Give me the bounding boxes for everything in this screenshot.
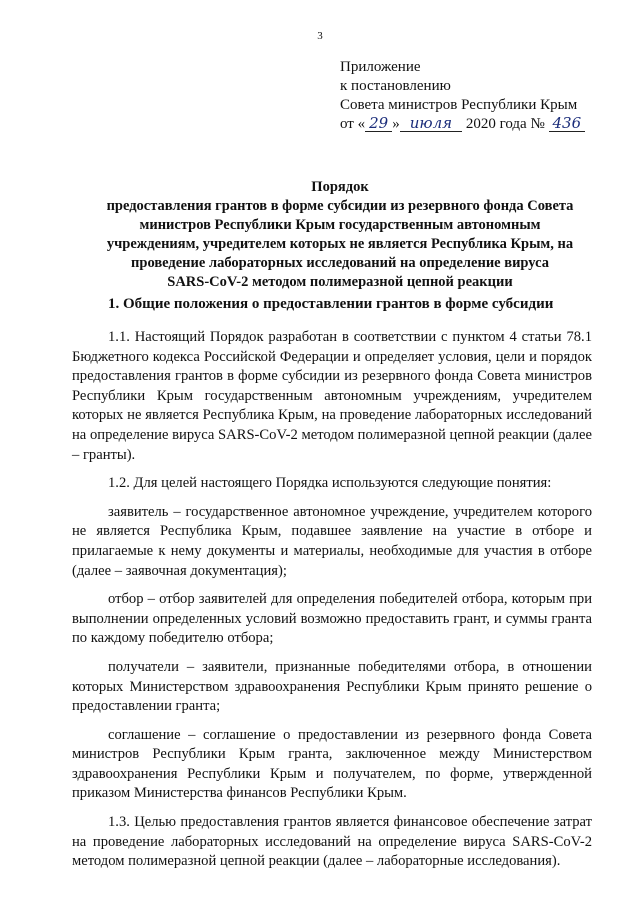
appendix-line-3: Совета министров Республики Крым	[340, 97, 578, 113]
appendix-block	[340, 58, 585, 134]
paragraph-1-3: 1.3. Целью предоставления грантов является финансовое обеспечение затрат на проведение лабораторных исследований на определение вируса SARS-CoV-2 методом полимеразной цепной реакции (далее – лабораторные исследования).	[72, 814, 592, 870]
section-heading: 1. Общие положения о предоставлении грантов в форме субсидии	[108, 296, 554, 312]
date-month: июля	[400, 116, 462, 132]
resolution-number: 436	[549, 116, 586, 132]
title-line-6: SARS-CoV-2 методом полимеразной цепной реакции	[167, 274, 513, 290]
definition-recipients: получатели – заявители, признанные победителями отбора, в отношении которых Министерством здравоохранения Республики Крым принято решение о предоставлении гранта;	[72, 658, 592, 715]
appendix-date-line	[340, 115, 585, 134]
title-line-5: проведение лабораторных исследований на определение вируса	[131, 255, 549, 271]
appendix-line-2: к постановлению	[340, 78, 451, 94]
page-number: 3	[317, 30, 323, 42]
title-line-4: учреждениям, учредителем которых не является Республика Крым, на	[106, 236, 574, 252]
definition-selection: отбор – отбор заявителей для определения победителей отбора, которым при выполнении определенных условий возможно предоставить грант, и суммы гранта по каждому победителю отбора;	[72, 591, 592, 647]
body-text	[72, 328, 592, 881]
date-year: 2020 года №	[465, 116, 545, 132]
title-line-3: министров Республики Крым государственным автономным	[139, 217, 541, 233]
definition-agreement: соглашение – соглашение о предоставлении из резервного фонда Совета министров Республики Крым гранта, заключенное между Министерством здравоохранения Республики Крым и получателем, по форме, утвержденной приказом Министерства финансов Республики Крым.	[72, 726, 592, 802]
definition-applicant: заявитель – государственное автономное учреждение, учредителем которого не является Республика Крым, подавшее заявление на участие в отборе и прилагаемые к нему документы и материалы, необходимые для участия в отборе (далее – заявочная документация);	[72, 503, 592, 579]
date-quote-close: »	[392, 116, 400, 132]
document-title	[70, 178, 610, 292]
paragraph-1-1: 1.1. Настоящий Порядок разработан в соответствии с пунктом 4 статьи 78.1 Бюджетного кодекса Российской Федерации и определяет условия, цели и порядок предоставления грантов в форме субсидии из резервного фонда Совета министров Республики Крым государственным автономным учреждениям, учредителем которых не является Республика Крым, на проведение лабораторных исследований на определение вируса SARS-CoV-2 методом полимеразной цепной реакции (далее – гранты).	[72, 329, 592, 463]
date-day: 29	[365, 116, 392, 132]
title-line-1: Порядок	[311, 179, 369, 195]
paragraph-1-2: 1.2. Для целей настоящего Порядка используются следующие понятия:	[108, 475, 552, 492]
date-prefix: от «	[340, 116, 366, 132]
title-line-2: предоставления грантов в форме субсидии из резервного фонда Совета	[106, 198, 574, 214]
appendix-line-1: Приложение	[340, 59, 421, 75]
